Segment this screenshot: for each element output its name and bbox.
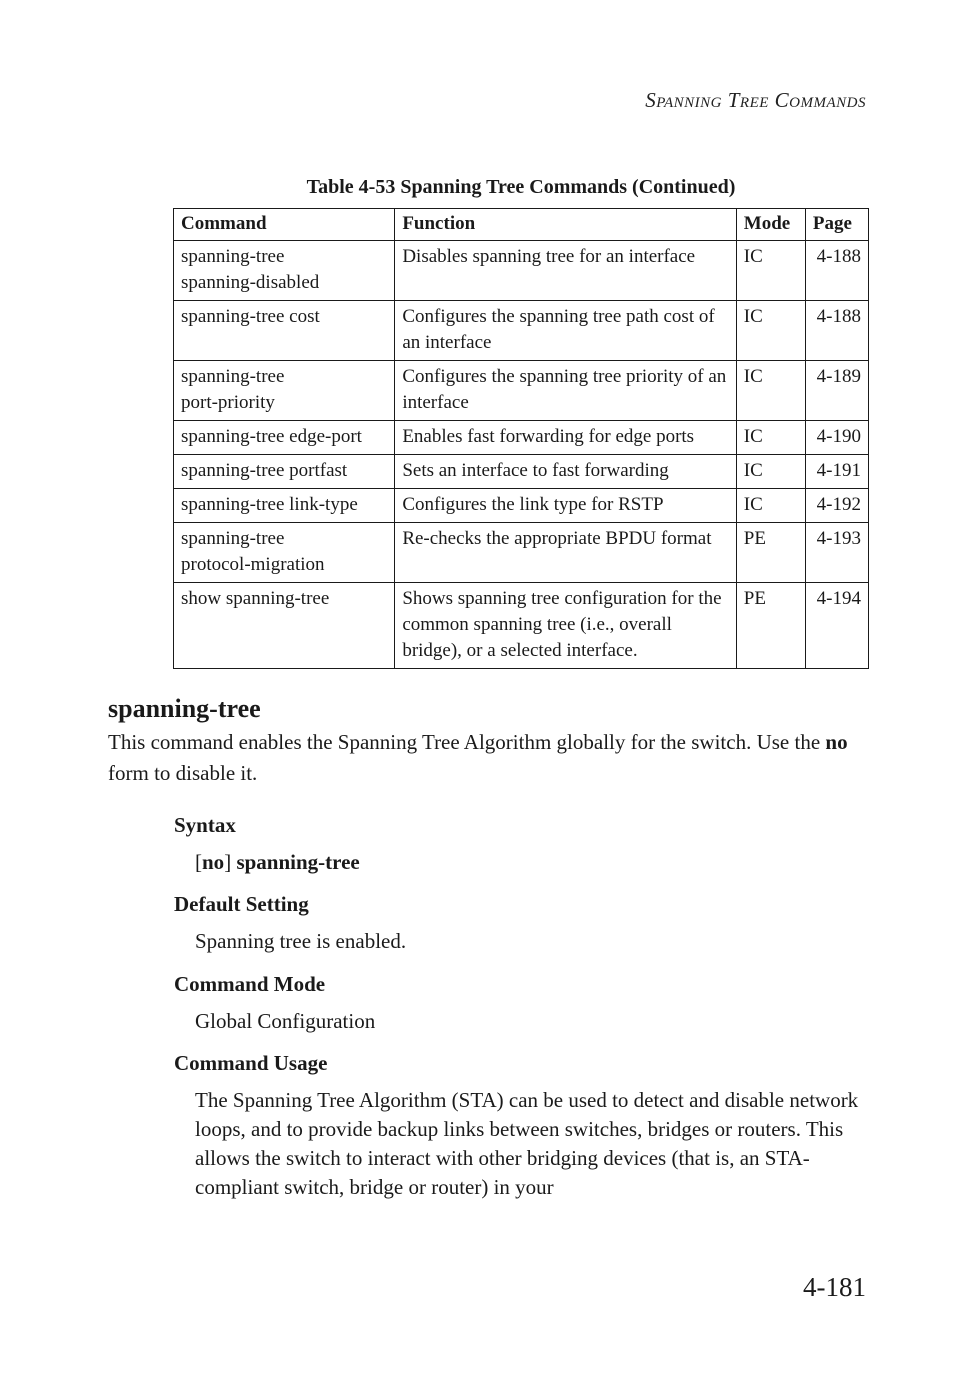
mode-cell: IC [736,455,805,489]
command-cell: spanning-tree protocol-migration [174,523,395,583]
table-row [174,301,869,361]
mode-cell: IC [736,421,805,455]
function-cell: Sets an interface to fast forwarding [395,455,736,489]
page-cell: 4-194 [805,583,868,669]
command-cell: spanning-tree edge-port [174,421,395,455]
column-header-mode: Mode [736,209,805,241]
section-title: spanning-tree [108,694,261,723]
running-header: Spanning Tree Commands [645,88,866,112]
default-setting-heading: Default Setting [174,892,309,916]
function-cell: Configures the spanning tree path cost of an interface [395,301,736,361]
function-cell: Shows spanning tree configuration for the common spanning tree (i.e., overall bridge), or a selected interface. [395,583,736,669]
commands-table [173,208,869,669]
function-cell: Re-checks the appropriate BPDU format [395,523,736,583]
table-body [174,241,869,669]
syntax-heading: Syntax [174,813,236,837]
table-row [174,523,869,583]
syntax-bracket-open: [ [195,850,202,874]
function-cell: Disables spanning tree for an interface [395,241,736,301]
table-header-row [174,209,869,241]
mode-cell: IC [736,361,805,421]
page-cell: 4-189 [805,361,868,421]
command-cell: show spanning-tree [174,583,395,669]
syntax-keyword-no: no [202,850,225,874]
page-number: 4-181 [803,1272,866,1302]
command-usage-text: The Spanning Tree Algorithm (STA) can be used to detect and disable network loops, and to provide backup links between switches, bridges or routers. This allows the switch to interact with other bridging devices (that is, an STA-compliant switch, bridge or router) in your [195,1088,859,1199]
command-cell: spanning-tree link-type [174,489,395,523]
command-cell: spanning-tree cost [174,301,395,361]
table-row [174,455,869,489]
page-cell: 4-191 [805,455,868,489]
intro-text-end: form to disable it. [108,761,258,785]
page-cell: 4-188 [805,301,868,361]
command-cell: spanning-tree portfast [174,455,395,489]
table-row [174,361,869,421]
page-cell: 4-193 [805,523,868,583]
table-row [174,421,869,455]
intro-keyword-no: no [825,730,848,754]
table-row [174,241,869,301]
syntax-line [195,848,360,877]
table-row [174,489,869,523]
column-header-page: Page [805,209,868,241]
syntax-command: spanning-tree [236,850,360,874]
column-header-command: Command [174,209,395,241]
syntax-bracket-close: ] [224,850,237,874]
function-cell: Configures the spanning tree priority of an interface [395,361,736,421]
mode-cell: IC [736,301,805,361]
page-cell: 4-192 [805,489,868,523]
command-cell: spanning-tree spanning-disabled [174,241,395,301]
command-usage-heading: Command Usage [174,1051,328,1075]
table-caption: Table 4-53 Spanning Tree Commands (Continued) [306,176,736,198]
function-cell: Configures the link type for RSTP [395,489,736,523]
command-mode-heading: Command Mode [174,972,326,996]
mode-cell: IC [736,241,805,301]
mode-cell: IC [736,489,805,523]
mode-cell: PE [736,523,805,583]
page-cell: 4-188 [805,241,868,301]
command-mode-text: Global Configuration [195,1009,376,1033]
intro-text-start: This command enables the Spanning Tree Algorithm globally for the switch. Use the [108,730,826,754]
command-cell: spanning-tree port-priority [174,361,395,421]
function-cell: Enables fast forwarding for edge ports [395,421,736,455]
default-setting-text: Spanning tree is enabled. [195,929,407,953]
mode-cell: PE [736,583,805,669]
page-cell: 4-190 [805,421,868,455]
intro-paragraph [108,727,868,789]
column-header-function: Function [395,209,736,241]
table-row [174,583,869,669]
